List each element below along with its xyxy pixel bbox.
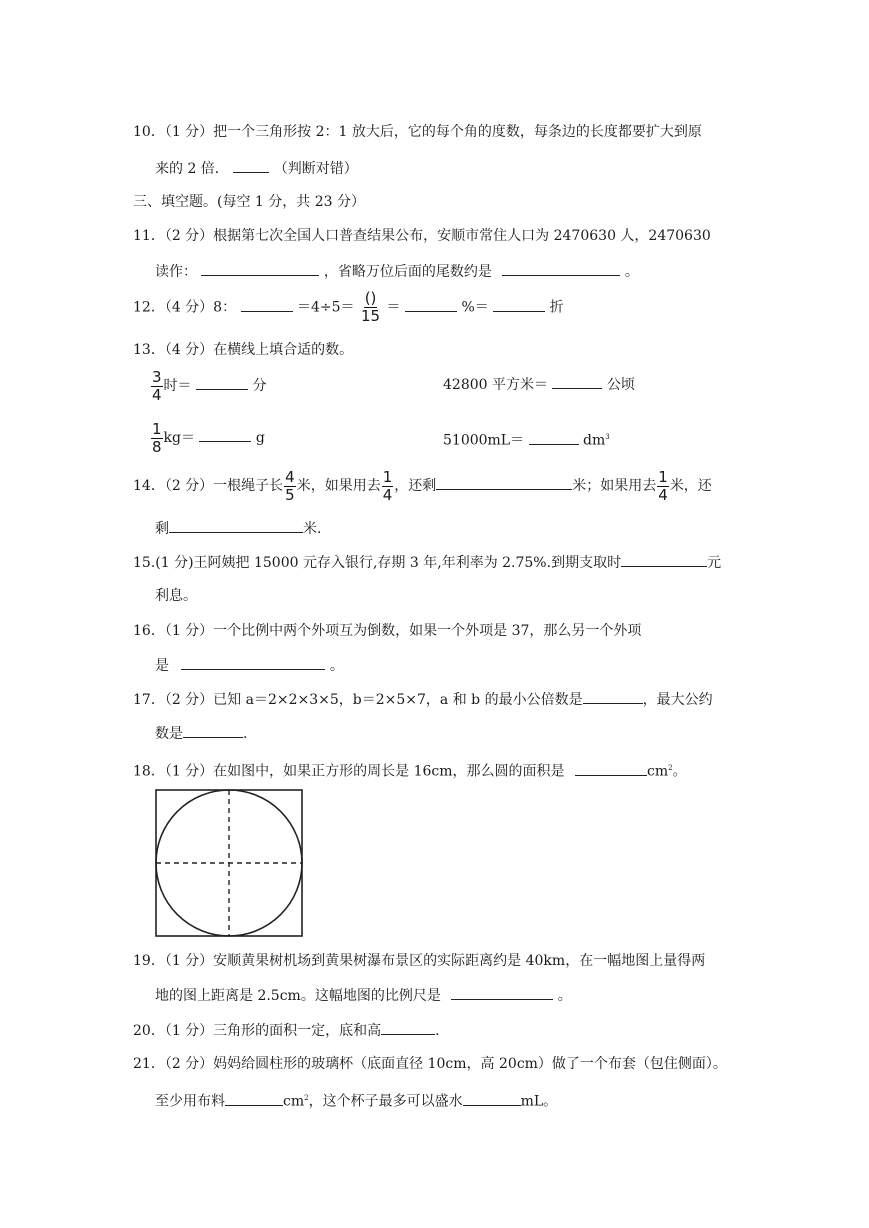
q13-r2-denominator: 8 xyxy=(152,437,162,456)
q12-fraction xyxy=(360,290,381,325)
q17-blank-gcd[interactable] xyxy=(183,723,243,738)
q10-answer-blank[interactable] xyxy=(233,158,269,173)
q13-r2-right-blank[interactable] xyxy=(529,430,579,445)
q13-r2-right-text-b: dm xyxy=(583,432,606,449)
q10-text-a: 来的 2 倍． xyxy=(155,161,229,177)
q13-row1-right xyxy=(443,374,635,395)
q21-text-b: cm xyxy=(283,1093,305,1110)
q12-line xyxy=(133,290,564,325)
q12-blank-1[interactable] xyxy=(241,297,293,312)
q13-r1-fraction xyxy=(151,369,163,404)
q21-text-d: mL。 xyxy=(520,1093,558,1110)
q13-row1-left xyxy=(150,368,266,404)
q14-blank-2[interactable] xyxy=(169,518,303,533)
q21-line1: 21．（2 分）妈妈给圆柱形的玻璃杯（底面直径 10cm，高 20cm）做了一个布套（包住侧面）。 xyxy=(133,1056,727,1072)
q21-blank-cloth[interactable] xyxy=(225,1091,283,1106)
q12-frac-numerator: () xyxy=(364,289,377,307)
q14-line1 xyxy=(133,468,712,504)
q18-line xyxy=(133,758,687,782)
q18-sup: 2 xyxy=(668,764,673,772)
q13-r2-text-a: kg＝ xyxy=(163,430,195,446)
q11-line1: 11．（2 分）根据第七次全国人口普查结果公布，安顺市常住人口为 2470630 人，2470630 xyxy=(133,228,711,244)
q14-f1-denominator: 5 xyxy=(285,485,295,504)
q13-r1-denominator: 4 xyxy=(152,385,162,404)
q14-f2-denominator: 4 xyxy=(382,485,393,504)
q17-line2 xyxy=(155,723,247,744)
q16-text-b: 。 xyxy=(329,658,344,674)
q13-r1-right-text-a: 42800 平方米＝ xyxy=(443,377,548,393)
q15-text-b: 元 xyxy=(707,555,722,571)
q14-f3-numerator: 1 xyxy=(658,467,668,486)
q14-f2-numerator: 1 xyxy=(382,467,393,486)
q11-text-a: 读作： xyxy=(155,264,197,280)
q19-text-b: 。 xyxy=(557,988,572,1004)
q13-r2-right-text-a: 51000mL＝ xyxy=(443,432,525,449)
q18-text-b: cm xyxy=(647,763,669,780)
q20-text-a: 20．（1 分）三角形的面积一定，底和高 xyxy=(133,1023,382,1039)
q12-text-a: 12．（4 分）8： xyxy=(133,299,237,316)
q13-r1-right-blank[interactable] xyxy=(552,374,602,389)
q21-text-c: ，这个杯子最多可以盛水 xyxy=(308,1093,463,1110)
q13-r2-left-blank[interactable] xyxy=(199,427,251,442)
q19-line1: 19．（1 分）安顺黄果树机场到黄果树瀑布景区的实际距离约是 40km，在一幅地图上量得两 xyxy=(133,953,706,969)
q14-text-e: 米，还 xyxy=(669,478,712,494)
q13-title: 13．（4 分）在横线上填合适的数。 xyxy=(133,342,354,358)
q19-blank[interactable] xyxy=(451,985,553,1000)
q19-text-a: 地的图上距离是 2.5cm。这幅地图的比例尺是 xyxy=(155,988,441,1004)
q16-line2 xyxy=(155,655,344,676)
q10-line2 xyxy=(155,158,358,179)
q17-text-a: 17．（2 分）已知 a＝2×2×3×5，b＝2×5×7，a 和 b 的最小公倍数是 xyxy=(133,692,583,708)
q13-r1-right-text-b: 公顷 xyxy=(606,377,635,393)
q20-blank[interactable] xyxy=(381,1020,435,1035)
q14-fraction-1 xyxy=(284,469,296,504)
q14-text-b: 米，如果用去 xyxy=(296,478,381,494)
q17-text-b: ，最大公约 xyxy=(642,692,713,708)
q12-blank-2[interactable] xyxy=(405,297,457,312)
q21-sup: 2 xyxy=(304,1094,309,1102)
q13-r2-text-b: g xyxy=(255,430,265,446)
q21-line2 xyxy=(155,1088,557,1112)
q12-text-d: %＝ xyxy=(461,299,489,316)
q15-line2: 利息。 xyxy=(155,588,197,604)
q17-blank-lcm[interactable] xyxy=(583,689,643,704)
q21-blank-water[interactable] xyxy=(463,1091,521,1106)
q14-line2 xyxy=(155,518,321,539)
q21-text-a: 至少用布料 xyxy=(155,1093,225,1110)
q16-blank[interactable] xyxy=(181,655,325,670)
q14-text-a: 14．（2 分）一根绳子长 xyxy=(133,478,284,494)
q13-r2-fraction xyxy=(151,421,163,456)
q14-text-f: 剩 xyxy=(155,521,169,537)
q19-line2 xyxy=(155,985,572,1006)
q15-blank[interactable] xyxy=(621,552,707,567)
q17-text-d: . xyxy=(243,726,248,742)
section-3-heading: 三、填空题。(每空 1 分，共 23 分） xyxy=(133,194,365,210)
q14-text-d: 米；如果用去 xyxy=(572,478,657,494)
q18-text-c: 。 xyxy=(672,763,687,780)
q14-f3-denominator: 4 xyxy=(658,485,668,504)
square-circle-figure xyxy=(155,789,305,937)
q12-frac-denominator: 15 xyxy=(361,307,381,325)
q11-text-c: 。 xyxy=(624,264,639,280)
q13-row2-left xyxy=(150,420,265,456)
q11-text-b: ，省略万位后面的尾数约是 xyxy=(323,264,492,280)
q13-r1-text-a: 时＝ xyxy=(163,378,192,394)
q18-blank[interactable] xyxy=(575,761,647,776)
q14-f1-numerator: 4 xyxy=(285,467,295,486)
q11-line2 xyxy=(155,261,639,282)
q11-blank-approx[interactable] xyxy=(502,261,620,276)
q20-line xyxy=(133,1020,440,1041)
q10-line1: 10．（1 分）把一个三角形按 2：1 放大后，它的每个角的度数，每条边的长度都要扩大到原 xyxy=(133,124,702,140)
q16-text-a: 是 xyxy=(155,658,169,674)
q12-blank-3[interactable] xyxy=(493,297,545,312)
q13-r1-text-b: 分 xyxy=(252,378,267,394)
q12-text-b: ＝4÷5＝ xyxy=(297,299,355,316)
q14-text-g: 米. xyxy=(303,521,322,537)
q10-text-b: （判断对错） xyxy=(273,161,358,177)
q12-text-e: 折 xyxy=(549,299,564,316)
q17-line1 xyxy=(133,689,713,710)
q12-text-c: ＝ xyxy=(386,299,401,316)
q14-text-c: ，还剩 xyxy=(394,478,437,494)
q11-blank-reading[interactable] xyxy=(201,261,319,276)
q13-row2-right xyxy=(443,427,610,451)
q14-fraction-2 xyxy=(382,469,394,504)
q20-text-b: . xyxy=(435,1023,440,1039)
q18-text-a: 18．（1 分）在如图中，如果正方形的周长是 16cm，那么圆的面积是 xyxy=(133,763,565,780)
q13-r1-left-blank[interactable] xyxy=(196,375,248,390)
q13-r1-numerator: 3 xyxy=(152,367,162,386)
q13-r2-numerator: 1 xyxy=(152,419,162,438)
q15-text-a: 15.(1 分)王阿姨把 15000 元存入银行,存期 3 年,年利率为 2.75%.到期支取时 xyxy=(133,555,622,571)
q13-r2-sup: 3 xyxy=(605,433,610,441)
q15-line1 xyxy=(133,552,721,573)
q17-text-c: 数是 xyxy=(155,726,183,742)
q14-fraction-3 xyxy=(657,469,669,504)
q14-blank-1[interactable] xyxy=(436,475,572,490)
q16-line1: 16．（1 分）一个比例中两个外项互为倒数，如果一个外项是 37，那么另一个外项 xyxy=(133,623,642,639)
